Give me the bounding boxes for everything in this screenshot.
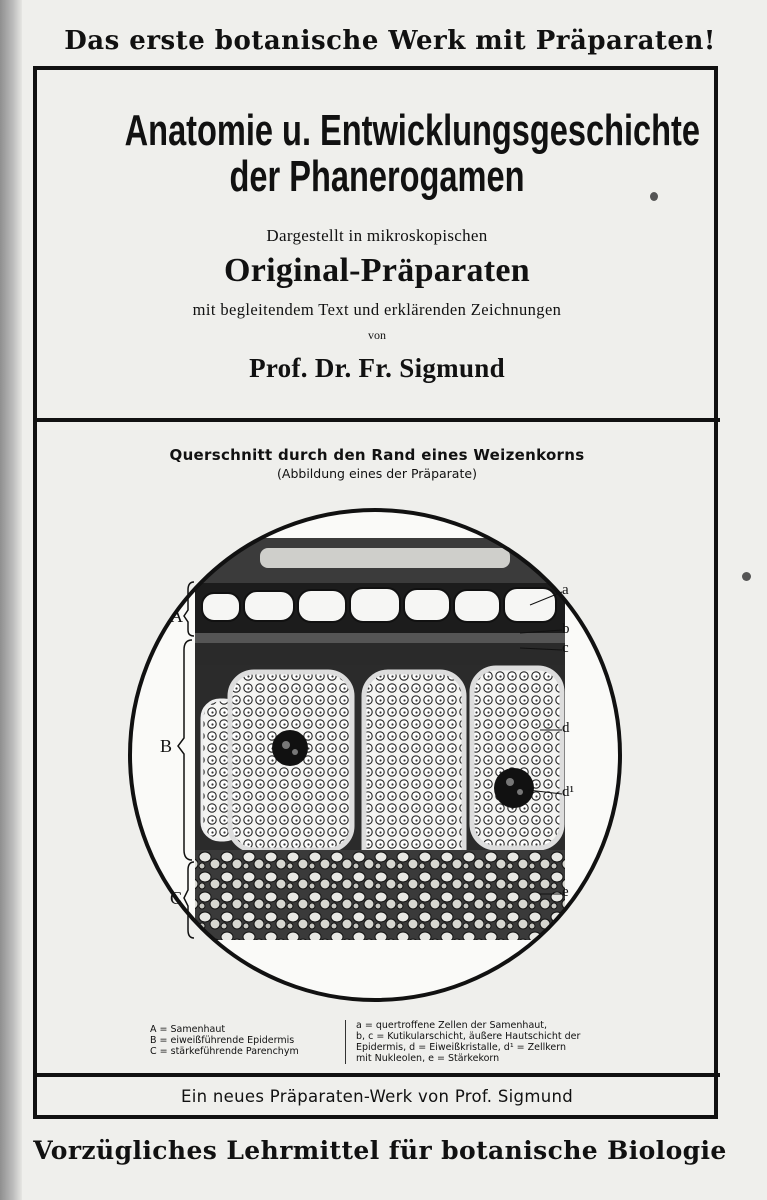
main-title-line1: Anatomie u. Entwicklungsgeschichte — [124, 106, 700, 155]
legend-item: b, c = Kutikularschicht, äußere Hautschicht der — [356, 1031, 581, 1042]
print-speck — [650, 192, 658, 201]
region-label-a: A — [170, 606, 183, 626]
legend-item: Epidermis, d = Eiweißkristalle, d¹ = Zellkern — [356, 1042, 567, 1053]
detail-label-e: e — [562, 884, 569, 900]
micrograph-image — [110, 490, 650, 1015]
legend-item: mit Nukleolen, e = Stärkekorn — [356, 1053, 500, 1064]
header-line: Das erste botanische Werk mit Präparaten! — [64, 26, 716, 56]
figure-subtitle: (Abbildung eines der Präparate) — [277, 466, 477, 481]
presented-text: Dargestellt in mikroskopischen — [266, 226, 488, 245]
detail-label-b: b — [562, 621, 570, 637]
footer-slogan: Vorzügliches Lehrmittel für botanische Biologie — [33, 1136, 727, 1165]
region-label-b: B — [160, 736, 173, 756]
legend-item: a = quertroffene Zellen der Samenhaut, — [356, 1020, 548, 1031]
main-title — [124, 106, 700, 201]
micrograph-figure — [110, 490, 650, 1015]
detail-label-a: a — [562, 582, 569, 598]
author-name: Prof. Dr. Fr. Sigmund — [249, 353, 505, 383]
figure-caption — [36, 446, 718, 481]
detail-label-d1: d¹ — [562, 784, 574, 800]
title-panel — [36, 74, 718, 420]
detail-label-c: c — [562, 640, 569, 656]
region-label-c: C — [170, 888, 183, 908]
main-title-line2: der Phanerogamen — [229, 152, 525, 201]
inner-footer: Ein neues Präparaten-Werk von Prof. Sigmund — [181, 1087, 573, 1106]
print-speck — [742, 572, 751, 581]
section-divider — [35, 418, 720, 422]
legend-item: A = Samenhaut — [150, 1024, 226, 1035]
accompanying-text: mit begleitendem Text und erklärenden Zeichnungen — [192, 300, 562, 319]
highlight-title: Original-Präparaten — [224, 252, 530, 289]
legend-item: C = stärkeführende Parenchym — [150, 1046, 299, 1057]
legend-details — [345, 1020, 646, 1064]
legend-item: B = eiweißführende Epidermis — [150, 1035, 295, 1046]
by-text: von — [368, 328, 386, 342]
figure-title: Querschnitt durch den Rand eines Weizenkorns — [169, 446, 585, 464]
detail-label-d: d — [562, 720, 570, 736]
section-divider — [35, 1073, 720, 1077]
legend-regions — [150, 1024, 299, 1057]
page-binding-edge — [0, 0, 22, 1200]
